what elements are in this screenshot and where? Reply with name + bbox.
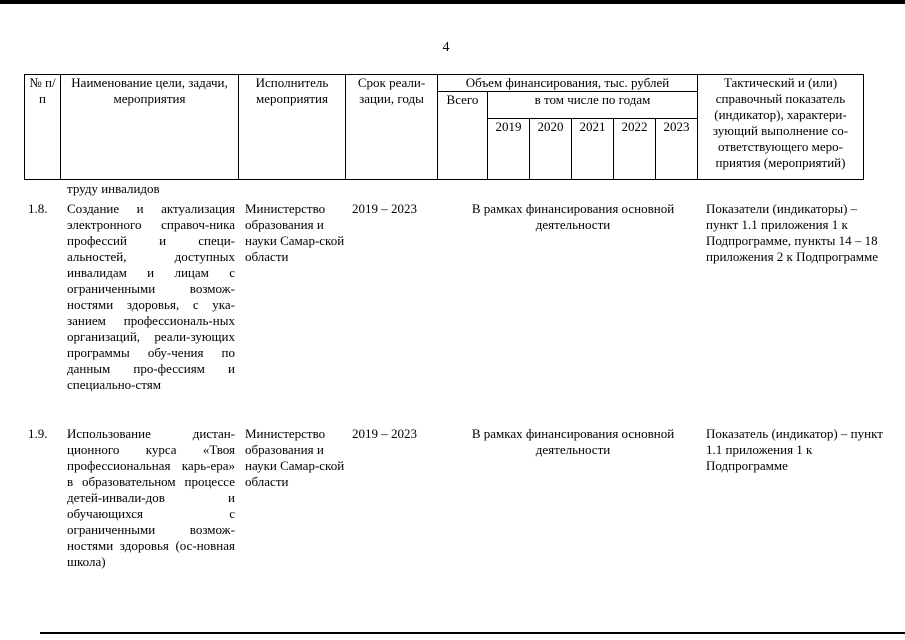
header-indicator: Тактический и (или) справочный показатель (индикатор), характери-зующий выполнение со-ответствующего меро-приятия (мероприятий) — [698, 75, 864, 180]
header-total: Всего — [438, 92, 488, 180]
header-year-2019: 2019 — [488, 119, 530, 180]
row-executor: Министерство образования и науки Самар-ской области — [245, 426, 345, 489]
row-name: Создание и актуализация электронного справоч-ника профессий и специ-альностей, доступных инвалидам и лицам с ограниченными возмож-ностями здоровья, с ука-занием профессиональ-ных организаций, реали-зующих программы обу-чения по данным про-фессиям и специально-стям — [67, 201, 235, 392]
header-funding: Объем финансирования, тыс. рублей — [438, 75, 698, 92]
row-name: Использование дистан-ционного курса «Твоя профессиональная карь-ера» в образовательном процессе детей-инвали-дов и обучающихся с ограниченными возмож-ностями здоровья (ос-новная школа) — [67, 426, 235, 569]
row-funding: В рамках финансирования основной деятельности — [471, 201, 675, 232]
header-term: Срок реали-зации, годы — [346, 75, 438, 180]
row-num: 1.8. — [28, 201, 48, 216]
header-year-2020: 2020 — [530, 119, 572, 180]
top-rule — [0, 0, 905, 4]
page-number: 4 — [442, 40, 450, 55]
header-executor: Исполнитель мероприятия — [239, 75, 346, 180]
header-by-years: в том числе по годам — [488, 92, 698, 119]
row-term: 2019 – 2023 — [352, 426, 417, 441]
header-num: № п/п — [25, 75, 61, 180]
header-year-2021: 2021 — [572, 119, 614, 180]
header-year-2022: 2022 — [614, 119, 656, 180]
table-header — [24, 74, 864, 180]
row-funding: В рамках финансирования основной деятельности — [471, 426, 675, 457]
row-term: 2019 – 2023 — [352, 201, 417, 216]
continuation-text: труду инвалидов — [67, 181, 160, 196]
row-indicator: Показатель (индикатор) – пункт 1.1 приложения 1 к Подпрограмме — [706, 426, 883, 473]
row-num: 1.9. — [28, 426, 48, 441]
header-name: Наименование цели, задачи, мероприятия — [61, 75, 239, 180]
row-executor: Министерство образования и науки Самар-ской области — [245, 201, 345, 264]
header-year-2023: 2023 — [656, 119, 698, 180]
bottom-rule — [40, 632, 905, 634]
row-indicator: Показатели (индикаторы) – пункт 1.1 приложения 1 к Подпрограмме, пункты 14 – 18 приложения 2 к Подпрограмме — [706, 201, 879, 264]
